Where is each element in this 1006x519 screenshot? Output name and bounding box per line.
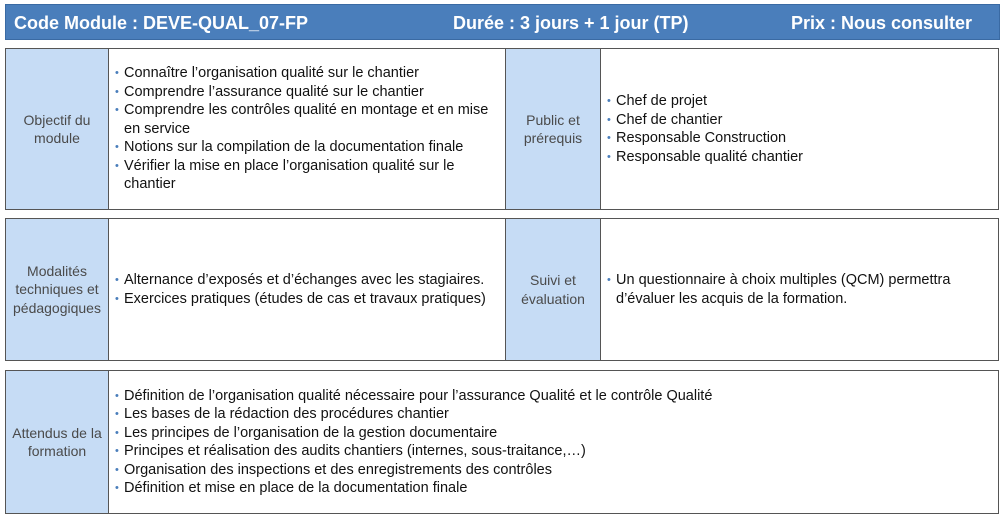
list-item: • Chef de chantier — [607, 111, 803, 130]
module-header — [5, 4, 1000, 40]
list-item: • Comprendre l’assurance qualité sur le chantier — [115, 83, 505, 102]
list-item: • Définition de l’organisation qualité nécessaire pour l’assurance Qualité et le contrôle Qualité — [115, 387, 712, 406]
list-item: • Responsable Construction — [607, 129, 803, 148]
list-item: • Les principes de l’organisation de la gestion documentaire — [115, 424, 712, 443]
suivi-label: Suivi et évaluation — [506, 219, 601, 360]
module-price: Prix : Nous consulter — [790, 13, 972, 33]
list-item: • Exercices pratiques (études de cas et travaux pratiques) — [115, 290, 486, 309]
attendus-content — [109, 371, 998, 513]
attendus-list — [115, 387, 712, 498]
list-item: • Comprendre les contrôles qualité en montage et en mise en service — [115, 101, 505, 138]
modalites-label: Modalités techniques et pédagogiques — [6, 219, 109, 360]
list-item: • Connaître l’organisation qualité sur le chantier — [115, 64, 505, 83]
attendus-label: Attendus de la formation — [6, 371, 109, 513]
objectif-content — [109, 49, 506, 209]
public-content — [601, 49, 998, 209]
list-item: • Un questionnaire à choix multiples (QCM) permettra d’évaluer les acquis de la formation. — [607, 271, 987, 308]
section-attendus — [5, 370, 999, 514]
suivi-content — [601, 219, 998, 360]
list-item: • Chef de projet — [607, 92, 803, 111]
section-modalites-suivi — [5, 218, 999, 361]
list-item: • Les bases de la rédaction des procédures chantier — [115, 405, 712, 424]
objectif-list — [115, 64, 505, 194]
public-label: Public et prérequis — [506, 49, 601, 209]
modalites-list — [115, 271, 486, 308]
section-objectif-public — [5, 48, 999, 210]
objectif-label: Objectif du module — [6, 49, 109, 209]
list-item: • Définition et mise en place de la documentation finale — [115, 479, 712, 498]
module-code: Code Module : DEVE-QUAL_07-FP — [14, 13, 309, 33]
list-item: • Organisation des inspections et des enregistrements des contrôles — [115, 461, 712, 480]
module-duration: Durée : 3 jours + 1 jour (TP) — [453, 13, 689, 33]
modalites-content — [109, 219, 506, 360]
list-item: • Notions sur la compilation de la documentation finale — [115, 138, 505, 157]
public-list — [607, 92, 803, 166]
list-item: • Alternance d’exposés et d’échanges avec les stagiaires. — [115, 271, 486, 290]
list-item: • Principes et réalisation des audits chantiers (internes, sous-traitance,…) — [115, 442, 712, 461]
list-item: • Responsable qualité chantier — [607, 148, 803, 167]
list-item: • Vérifier la mise en place l’organisation qualité sur le chantier — [115, 157, 505, 194]
suivi-list — [607, 271, 987, 308]
